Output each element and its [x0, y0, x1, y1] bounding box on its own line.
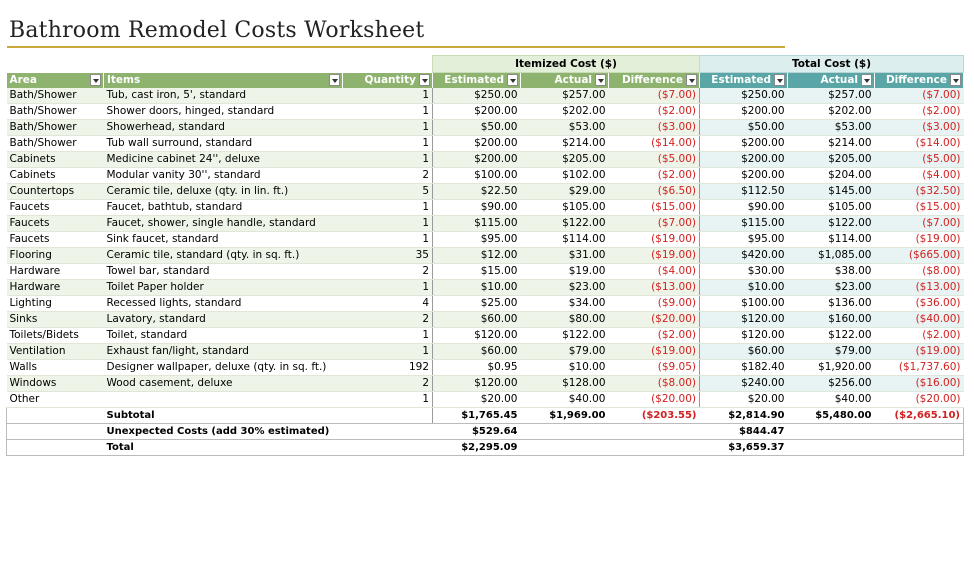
cell-total-difference[interactable]: ($15.00) [875, 200, 964, 216]
cell-total-actual[interactable]: $23.00 [788, 280, 875, 296]
cell-total-difference[interactable]: ($13.00) [875, 280, 964, 296]
cell-area[interactable]: Cabinets [7, 152, 104, 168]
filter-dropdown-icon[interactable] [90, 74, 101, 86]
column-header-row [7, 73, 964, 89]
cell-estimated[interactable]: $10.00 [433, 280, 521, 296]
cell-total-actual[interactable]: $160.00 [788, 312, 875, 328]
cell-total-estimated[interactable]: $200.00 [700, 152, 788, 168]
cell-total-difference[interactable]: ($7.00) [875, 88, 964, 104]
cell-total-difference[interactable]: ($19.00) [875, 344, 964, 360]
cell-area[interactable]: Toilets/Bidets [7, 328, 104, 344]
cell-total-difference[interactable]: ($1,737.60) [875, 360, 964, 376]
cell-total-estimated[interactable]: $200.00 [700, 168, 788, 184]
cost-worksheet [6, 55, 964, 456]
cell-actual[interactable]: $114.00 [521, 232, 609, 248]
table-row [7, 296, 964, 312]
table-row [7, 200, 964, 216]
filter-dropdown-icon[interactable] [861, 74, 872, 86]
cell-total-actual[interactable]: $1,085.00 [788, 248, 875, 264]
cell-estimated[interactable]: $120.00 [433, 376, 521, 392]
cell-estimated[interactable]: $90.00 [433, 200, 521, 216]
unexpected-costs-label: Unexpected Costs (add 30% estimated) [104, 424, 343, 440]
cell-area[interactable]: Hardware [7, 264, 104, 280]
unexpected-total-estimated: $844.47 [700, 424, 788, 440]
cell-item[interactable]: Toilet Paper holder [104, 280, 343, 296]
cell-area[interactable]: Hardware [7, 280, 104, 296]
unexpected-estimated: $529.64 [433, 424, 521, 440]
cell-item[interactable]: Tub, cast iron, 5', standard [104, 88, 343, 104]
table-row [7, 120, 964, 136]
cell-area[interactable]: Faucets [7, 216, 104, 232]
cell-difference[interactable]: ($15.00) [609, 200, 700, 216]
cell-item[interactable]: Ceramic tile, standard (qty. in sq. ft.) [104, 248, 343, 264]
cell-total-actual[interactable]: $214.00 [788, 136, 875, 152]
cell-quantity[interactable]: 1 [343, 104, 433, 120]
col-area: Area [7, 73, 104, 89]
filter-dropdown-icon[interactable] [329, 74, 340, 86]
cell-estimated[interactable]: $25.00 [433, 296, 521, 312]
cell-item[interactable]: Shower doors, hinged, standard [104, 104, 343, 120]
cell-item[interactable]: Showerhead, standard [104, 120, 343, 136]
filter-dropdown-icon[interactable] [419, 74, 430, 86]
table-row [7, 328, 964, 344]
cell-estimated[interactable]: $95.00 [433, 232, 521, 248]
col-total-difference: Difference [875, 73, 964, 89]
cell-total-difference[interactable]: ($32.50) [875, 184, 964, 200]
cell-difference[interactable]: ($2.00) [609, 328, 700, 344]
cell-area[interactable]: Bath/Shower [7, 136, 104, 152]
subtotal-total-estimated: $2,814.90 [700, 408, 788, 424]
cell-difference[interactable]: ($19.00) [609, 344, 700, 360]
cell-difference[interactable]: ($20.00) [609, 392, 700, 408]
cell-difference[interactable]: ($19.00) [609, 232, 700, 248]
cell-total-actual[interactable]: $257.00 [788, 88, 875, 104]
cell-difference[interactable]: ($4.00) [609, 264, 700, 280]
cell-area[interactable]: Cabinets [7, 168, 104, 184]
table-row [7, 216, 964, 232]
table-row [7, 248, 964, 264]
total-total-estimated: $3,659.37 [700, 440, 788, 456]
cell-quantity[interactable]: 1 [343, 152, 433, 168]
cell-estimated[interactable]: $200.00 [433, 104, 521, 120]
cell-difference[interactable]: ($6.50) [609, 184, 700, 200]
cell-item[interactable]: Medicine cabinet 24'', deluxe [104, 152, 343, 168]
col-actual: Actual [521, 73, 609, 89]
cell-estimated[interactable]: $60.00 [433, 312, 521, 328]
cell-item[interactable]: Faucet, bathtub, standard [104, 200, 343, 216]
cell-total-actual[interactable]: $205.00 [788, 152, 875, 168]
cell-item[interactable]: Tub wall surround, standard [104, 136, 343, 152]
cell-total-actual[interactable]: $114.00 [788, 232, 875, 248]
cell-quantity[interactable]: 1 [343, 200, 433, 216]
cell-difference[interactable]: ($5.00) [609, 152, 700, 168]
col-estimated: Estimated [433, 73, 521, 89]
cell-actual[interactable]: $53.00 [521, 120, 609, 136]
cell-total-difference[interactable]: ($2.00) [875, 328, 964, 344]
cell-quantity[interactable]: 4 [343, 296, 433, 312]
cell-total-difference[interactable]: ($16.00) [875, 376, 964, 392]
cell-area[interactable]: Bath/Shower [7, 104, 104, 120]
cell-estimated[interactable]: $115.00 [433, 216, 521, 232]
cell-area[interactable]: Bath/Shower [7, 120, 104, 136]
cell-total-estimated[interactable]: $115.00 [700, 216, 788, 232]
cell-area[interactable]: Countertops [7, 184, 104, 200]
cell-area[interactable]: Bath/Shower [7, 88, 104, 104]
cell-actual[interactable]: $10.00 [521, 360, 609, 376]
filter-dropdown-icon[interactable] [686, 74, 697, 86]
cell-difference[interactable]: ($3.00) [609, 120, 700, 136]
cell-quantity[interactable]: 1 [343, 344, 433, 360]
cell-total-actual[interactable]: $204.00 [788, 168, 875, 184]
cell-total-estimated[interactable]: $182.40 [700, 360, 788, 376]
cell-actual[interactable]: $105.00 [521, 200, 609, 216]
col-difference: Difference [609, 73, 700, 89]
filter-dropdown-icon[interactable] [595, 74, 606, 86]
cell-item[interactable]: Sink faucet, standard [104, 232, 343, 248]
cell-estimated[interactable]: $22.50 [433, 184, 521, 200]
cell-item[interactable]: Recessed lights, standard [104, 296, 343, 312]
cell-total-estimated[interactable]: $50.00 [700, 120, 788, 136]
subtotal-row [7, 408, 964, 424]
cell-total-actual[interactable]: $136.00 [788, 296, 875, 312]
cell-estimated[interactable]: $100.00 [433, 168, 521, 184]
unexpected-costs-row [7, 424, 964, 440]
cell-item[interactable]: Modular vanity 30'', standard [104, 168, 343, 184]
cell-total-difference[interactable]: ($14.00) [875, 136, 964, 152]
cell-actual[interactable]: $202.00 [521, 104, 609, 120]
cell-total-actual[interactable]: $38.00 [788, 264, 875, 280]
cell-actual[interactable]: $205.00 [521, 152, 609, 168]
cell-item[interactable]: Toilet, standard [104, 328, 343, 344]
total-row [7, 440, 964, 456]
cell-total-difference[interactable]: ($4.00) [875, 168, 964, 184]
cell-actual[interactable]: $79.00 [521, 344, 609, 360]
cell-actual[interactable]: $80.00 [521, 312, 609, 328]
subtotal-estimated: $1,765.45 [433, 408, 521, 424]
cell-difference[interactable]: ($9.05) [609, 360, 700, 376]
cell-area[interactable]: Flooring [7, 248, 104, 264]
table-row [7, 152, 964, 168]
cell-total-actual[interactable]: $202.00 [788, 104, 875, 120]
cell-total-estimated[interactable]: $20.00 [700, 392, 788, 408]
worksheet-title: Bathroom Remodel Costs Worksheet [9, 18, 425, 43]
cell-difference[interactable]: ($14.00) [609, 136, 700, 152]
cell-total-estimated[interactable]: $420.00 [700, 248, 788, 264]
title-underline [7, 46, 785, 48]
cell-actual[interactable]: $257.00 [521, 88, 609, 104]
cell-estimated[interactable]: $200.00 [433, 152, 521, 168]
cell-item[interactable]: Lavatory, standard [104, 312, 343, 328]
itemized-cost-group: Itemized Cost ($) [433, 56, 700, 73]
cell-difference[interactable]: ($2.00) [609, 168, 700, 184]
cell-quantity[interactable]: 1 [343, 328, 433, 344]
subtotal-total-actual: $5,480.00 [788, 408, 875, 424]
table-row [7, 232, 964, 248]
cell-total-estimated[interactable]: $100.00 [700, 296, 788, 312]
cell-total-difference[interactable]: ($2.00) [875, 104, 964, 120]
cell-quantity[interactable]: 1 [343, 136, 433, 152]
cell-area[interactable]: Other [7, 392, 104, 408]
cell-difference[interactable]: ($2.00) [609, 104, 700, 120]
cell-actual[interactable]: $19.00 [521, 264, 609, 280]
total-estimated: $2,295.09 [433, 440, 521, 456]
table-row [7, 280, 964, 296]
cell-item[interactable]: Faucet, shower, single handle, standard [104, 216, 343, 232]
cell-actual[interactable]: $102.00 [521, 168, 609, 184]
cell-difference[interactable]: ($7.00) [609, 88, 700, 104]
total-label: Total [104, 440, 343, 456]
cell-difference[interactable]: ($9.00) [609, 296, 700, 312]
cell-item[interactable]: Designer wallpaper, deluxe (qty. in sq. ft.) [104, 360, 343, 376]
cell-area[interactable]: Faucets [7, 232, 104, 248]
cell-total-difference[interactable]: ($40.00) [875, 312, 964, 328]
cell-quantity[interactable]: 2 [343, 376, 433, 392]
filter-dropdown-icon[interactable] [950, 74, 961, 86]
cell-estimated[interactable]: $20.00 [433, 392, 521, 408]
cell-actual[interactable]: $40.00 [521, 392, 609, 408]
table-row [7, 168, 964, 184]
cell-area[interactable]: Lighting [7, 296, 104, 312]
col-items: Items [104, 73, 343, 89]
group-header-row [7, 56, 964, 73]
cell-quantity[interactable]: 1 [343, 120, 433, 136]
cell-area[interactable]: Walls [7, 360, 104, 376]
cell-total-actual[interactable]: $105.00 [788, 200, 875, 216]
cell-estimated[interactable]: $50.00 [433, 120, 521, 136]
cell-total-actual[interactable]: $145.00 [788, 184, 875, 200]
cell-total-estimated[interactable]: $200.00 [700, 136, 788, 152]
cell-total-difference[interactable]: ($5.00) [875, 152, 964, 168]
cell-total-estimated[interactable]: $60.00 [700, 344, 788, 360]
cell-total-actual[interactable]: $256.00 [788, 376, 875, 392]
cell-actual[interactable]: $29.00 [521, 184, 609, 200]
subtotal-total-difference: ($2,665.10) [875, 408, 964, 424]
table-row [7, 104, 964, 120]
cell-actual[interactable]: $31.00 [521, 248, 609, 264]
cell-item[interactable]: Towel bar, standard [104, 264, 343, 280]
table-row [7, 264, 964, 280]
subtotal-actual: $1,969.00 [521, 408, 609, 424]
col-total-actual: Actual [788, 73, 875, 89]
total-cost-group: Total Cost ($) [700, 56, 964, 73]
cell-item[interactable]: Ceramic tile, deluxe (qty. in lin. ft.) [104, 184, 343, 200]
cell-area[interactable]: Faucets [7, 200, 104, 216]
cell-total-estimated[interactable]: $90.00 [700, 200, 788, 216]
cell-estimated[interactable]: $15.00 [433, 264, 521, 280]
cell-total-estimated[interactable]: $120.00 [700, 328, 788, 344]
cell-total-actual[interactable]: $1,920.00 [788, 360, 875, 376]
cell-total-estimated[interactable]: $10.00 [700, 280, 788, 296]
table-row [7, 312, 964, 328]
cell-actual[interactable]: $214.00 [521, 136, 609, 152]
cell-total-difference[interactable]: ($19.00) [875, 232, 964, 248]
cell-estimated[interactable]: $0.95 [433, 360, 521, 376]
filter-dropdown-icon[interactable] [774, 74, 785, 86]
cell-total-actual[interactable]: $122.00 [788, 216, 875, 232]
cost-table [6, 55, 964, 456]
cell-actual[interactable]: $128.00 [521, 376, 609, 392]
cell-estimated[interactable]: $250.00 [433, 88, 521, 104]
cell-total-actual[interactable]: $79.00 [788, 344, 875, 360]
cell-total-estimated[interactable]: $112.50 [700, 184, 788, 200]
cell-quantity[interactable]: 2 [343, 168, 433, 184]
cell-total-estimated[interactable]: $120.00 [700, 312, 788, 328]
cell-difference[interactable]: ($19.00) [609, 248, 700, 264]
cell-quantity[interactable]: 5 [343, 184, 433, 200]
cell-total-estimated[interactable]: $30.00 [700, 264, 788, 280]
cell-total-actual[interactable]: $40.00 [788, 392, 875, 408]
cell-quantity[interactable]: 2 [343, 264, 433, 280]
col-quantity: Quantity [343, 73, 433, 89]
cell-total-difference[interactable]: ($8.00) [875, 264, 964, 280]
cell-total-difference[interactable]: ($20.00) [875, 392, 964, 408]
subtotal-difference: ($203.55) [609, 408, 700, 424]
cell-item[interactable]: Exhaust fan/light, standard [104, 344, 343, 360]
cell-quantity[interactable]: 1 [343, 88, 433, 104]
filter-dropdown-icon[interactable] [507, 74, 518, 86]
cell-quantity[interactable]: 192 [343, 360, 433, 376]
col-total-estimated: Estimated [700, 73, 788, 89]
cell-difference[interactable]: ($8.00) [609, 376, 700, 392]
cell-quantity[interactable]: 1 [343, 392, 433, 408]
cell-item[interactable]: Wood casement, deluxe [104, 376, 343, 392]
cell-actual[interactable]: $23.00 [521, 280, 609, 296]
table-row [7, 376, 964, 392]
cell-total-difference[interactable]: ($36.00) [875, 296, 964, 312]
cell-difference[interactable]: ($20.00) [609, 312, 700, 328]
cell-area[interactable]: Windows [7, 376, 104, 392]
cell-estimated[interactable]: $120.00 [433, 328, 521, 344]
cell-item[interactable] [104, 392, 343, 408]
cell-estimated[interactable]: $12.00 [433, 248, 521, 264]
cell-total-difference[interactable]: ($665.00) [875, 248, 964, 264]
cell-actual[interactable]: $122.00 [521, 216, 609, 232]
cell-estimated[interactable]: $200.00 [433, 136, 521, 152]
cell-estimated[interactable]: $60.00 [433, 344, 521, 360]
table-row [7, 136, 964, 152]
cell-total-actual[interactable]: $53.00 [788, 120, 875, 136]
cell-quantity[interactable]: 1 [343, 232, 433, 248]
cell-total-actual[interactable]: $122.00 [788, 328, 875, 344]
cell-total-difference[interactable]: ($3.00) [875, 120, 964, 136]
cell-area[interactable]: Ventilation [7, 344, 104, 360]
table-row [7, 88, 964, 104]
cell-actual[interactable]: $34.00 [521, 296, 609, 312]
cell-total-estimated[interactable]: $200.00 [700, 104, 788, 120]
cell-quantity[interactable]: 1 [343, 216, 433, 232]
table-row [7, 184, 964, 200]
cell-difference[interactable]: ($13.00) [609, 280, 700, 296]
cell-area[interactable]: Sinks [7, 312, 104, 328]
cell-quantity[interactable]: 1 [343, 280, 433, 296]
table-row [7, 360, 964, 376]
cell-total-difference[interactable]: ($7.00) [875, 216, 964, 232]
cell-quantity[interactable]: 2 [343, 312, 433, 328]
cell-total-estimated[interactable]: $95.00 [700, 232, 788, 248]
cell-difference[interactable]: ($7.00) [609, 216, 700, 232]
cell-actual[interactable]: $122.00 [521, 328, 609, 344]
table-row [7, 392, 964, 408]
cell-total-estimated[interactable]: $240.00 [700, 376, 788, 392]
cell-total-estimated[interactable]: $250.00 [700, 88, 788, 104]
table-row [7, 344, 964, 360]
cell-quantity[interactable]: 35 [343, 248, 433, 264]
subtotal-label: Subtotal [104, 408, 343, 424]
